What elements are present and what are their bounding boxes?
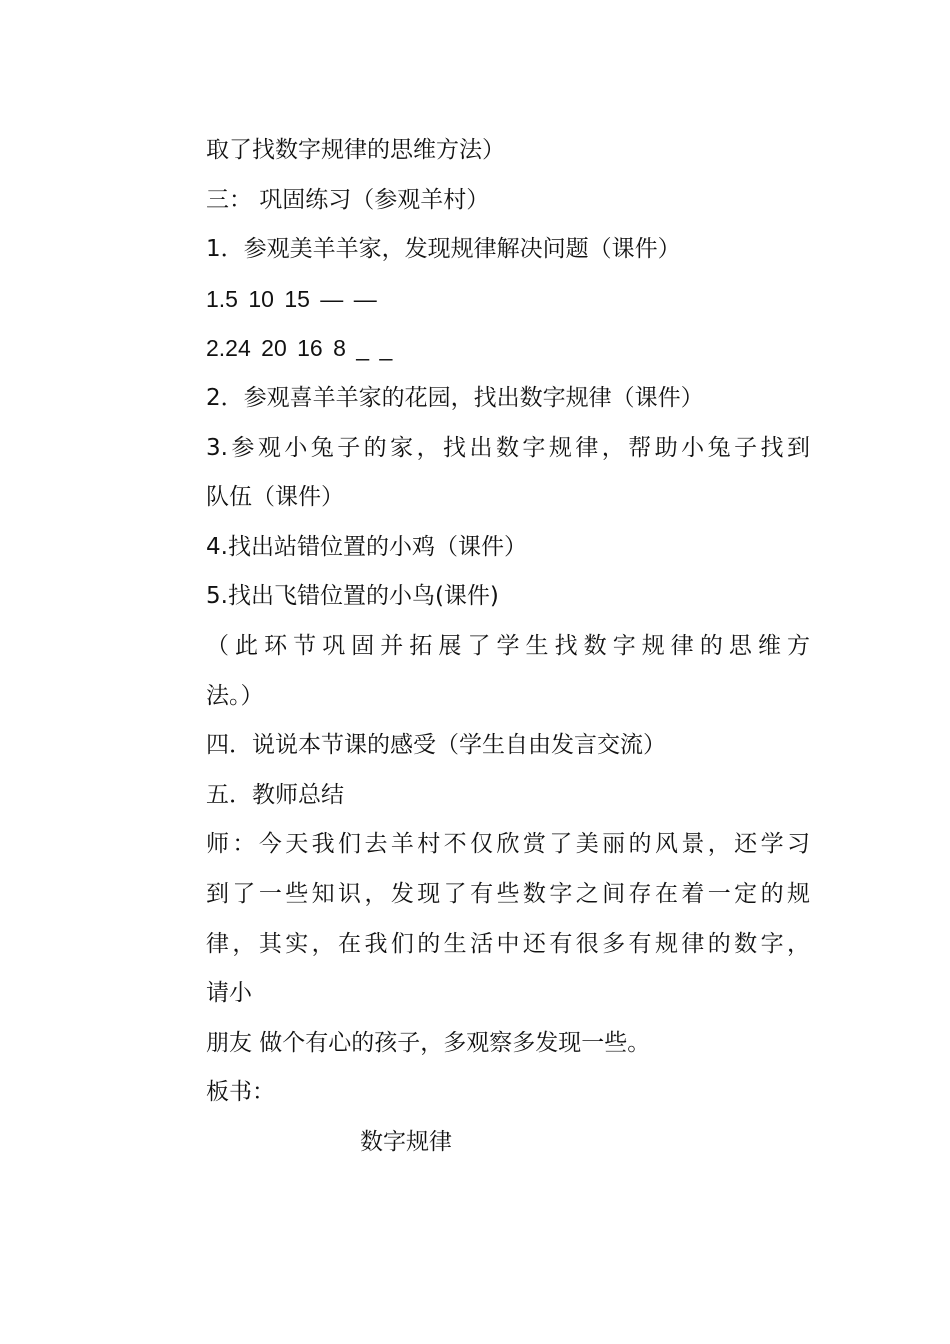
board-writing-label: 板书： <box>206 1079 275 1106</box>
text-line: 队伍（课件） <box>206 484 344 511</box>
exercise-item-3: 3.参观小兔子的家，找出数字规律，帮助小兔子找到 <box>206 434 810 461</box>
teacher-summary: 到了一些知识，发现了有些数字之间存在着一定的规 <box>206 880 810 907</box>
document-body <box>206 126 810 1167</box>
number-sequence-2: 2.24 20 16 8 _ _ <box>206 335 393 362</box>
exercise-item-5: 5.找出飞错位置的小鸟(课件) <box>206 583 499 610</box>
section-heading-five: 五．教师总结 <box>206 781 344 808</box>
section-heading-three: 三： 巩固练习（参观羊村） <box>206 186 490 213</box>
text-line: 法。） <box>206 682 264 709</box>
exercise-item-4: 4.找出站错位置的小鸡（课件） <box>206 533 527 560</box>
text-line: 取了找数字规律的思维方法） <box>206 137 505 163</box>
section-heading-four: 四．说说本节课的感受（学生自由发言交流） <box>206 732 666 759</box>
teacher-summary: 朋友 做个有心的孩子，多观察多发现一些。 <box>206 1029 651 1056</box>
exercise-item-2: 2．参观喜羊羊家的花园，找出数字规律（课件） <box>206 384 704 411</box>
exercise-item-1: 1．参观美羊羊家，发现规律解决问题（课件） <box>206 236 681 263</box>
teacher-summary: 律，其实，在我们的生活中还有很多有规律的数字， <box>206 930 810 957</box>
board-writing-title: 数字规律 <box>360 1128 452 1155</box>
teacher-summary: 请小 <box>206 980 252 1007</box>
section-note: （此环节巩固并拓展了学生找数字规律的思维方 <box>206 632 810 659</box>
teacher-summary: 师：今天我们去羊村不仅欣赏了美丽的风景，还学习 <box>206 831 810 858</box>
number-sequence-1: 1.5 10 15 — — <box>206 285 377 312</box>
